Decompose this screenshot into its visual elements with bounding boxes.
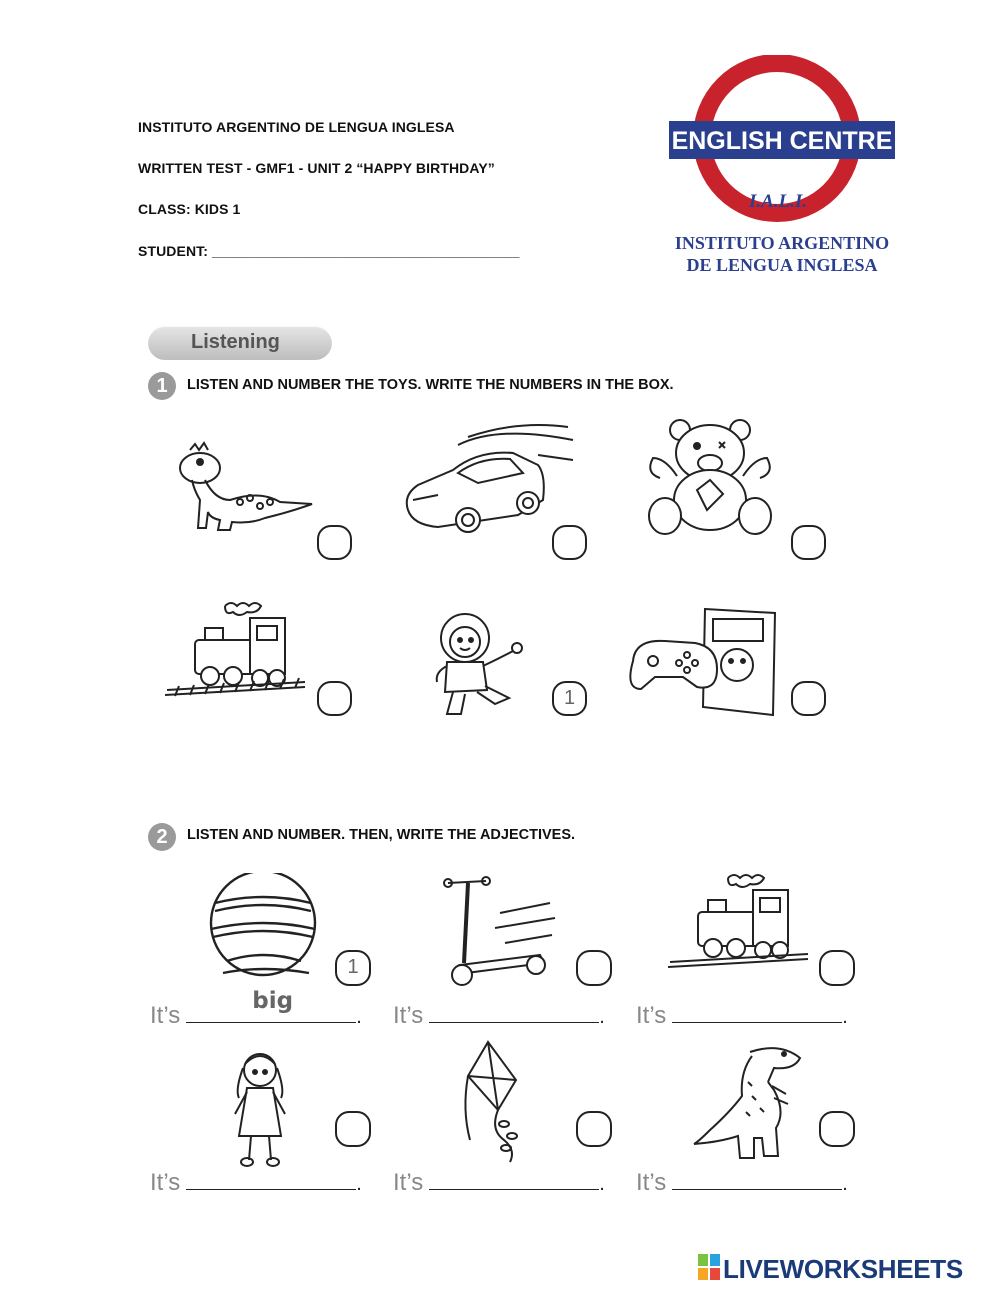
adjective-blank[interactable]: [672, 998, 842, 1023]
adjective-blank[interactable]: [429, 998, 599, 1023]
answer-box[interactable]: 1: [552, 681, 587, 716]
brand-mark-icon: [698, 1254, 720, 1280]
answer-box[interactable]: 1: [335, 950, 371, 986]
sentence-line: It’s .: [636, 1165, 848, 1197]
scooter-icon: [440, 873, 560, 1003]
exercise-number: 2: [148, 823, 176, 851]
doll-icon: [225, 1050, 295, 1177]
answer-box[interactable]: [576, 1111, 612, 1147]
section-title: Listening: [148, 326, 332, 360]
dinosaur-icon: [170, 440, 320, 540]
kite-icon: [460, 1040, 540, 1170]
sentence-line: It’s .: [150, 1165, 362, 1197]
train-icon: [668, 870, 813, 980]
sentence-line: It’s .: [393, 1165, 605, 1197]
svg-text:I.A.L.I.: I.A.L.I.: [748, 191, 808, 212]
sentence-line: It’s .: [636, 998, 848, 1030]
brand-name: LIVEWORKSHEETS: [723, 1254, 963, 1284]
teddy-bear-icon: [645, 418, 775, 543]
answer-box[interactable]: [552, 525, 587, 560]
ball-icon: [205, 873, 325, 988]
svg-text:DE LENGUA INGLESA: DE LENGUA INGLESA: [686, 255, 878, 275]
doll-icon: [425, 610, 525, 725]
liveworksheets-logo[interactable]: [698, 1254, 963, 1285]
adjective-blank[interactable]: [429, 1165, 599, 1190]
school-logo: [655, 55, 910, 285]
train-icon: [165, 598, 310, 708]
answer-box[interactable]: [335, 1111, 371, 1147]
car-icon: [398, 415, 578, 550]
answer-box[interactable]: [317, 681, 352, 716]
adjective-blank[interactable]: big: [186, 998, 356, 1023]
answer-box[interactable]: [576, 950, 612, 986]
sentence-line: It’s big .: [150, 988, 362, 1029]
student-field[interactable]: STUDENT: _______________________________________: [138, 243, 520, 259]
sentence-line: It’s .: [393, 998, 605, 1030]
dinosaur-icon: [690, 1042, 810, 1169]
answer-box[interactable]: [791, 525, 826, 560]
answer-box[interactable]: [791, 681, 826, 716]
adjective-blank[interactable]: [186, 1165, 356, 1190]
answer-box[interactable]: [819, 950, 855, 986]
exercise-instruction: LISTEN AND NUMBER THE TOYS. WRITE THE NUMBERS IN THE BOX.: [187, 377, 674, 393]
school-name: INSTITUTO ARGENTINO DE LENGUA INGLESA: [138, 119, 455, 135]
exercise-instruction: LISTEN AND NUMBER. THEN, WRITE THE ADJECTIVES.: [187, 827, 576, 843]
class-label: CLASS: KIDS 1: [138, 201, 241, 217]
answer-box[interactable]: [819, 1111, 855, 1147]
exercise-number: 1: [148, 372, 176, 400]
svg-text:INSTITUTO ARGENTINO: INSTITUTO ARGENTINO: [674, 233, 890, 253]
answer-box[interactable]: [317, 525, 352, 560]
adjective-blank[interactable]: [672, 1165, 842, 1190]
test-title: WRITTEN TEST - GMF1 - UNIT 2 “HAPPY BIRTHDAY”: [138, 160, 495, 176]
video-game-icon: [625, 603, 785, 728]
svg-text:ENGLISH CENTRE: ENGLISH CENTRE: [671, 127, 893, 155]
